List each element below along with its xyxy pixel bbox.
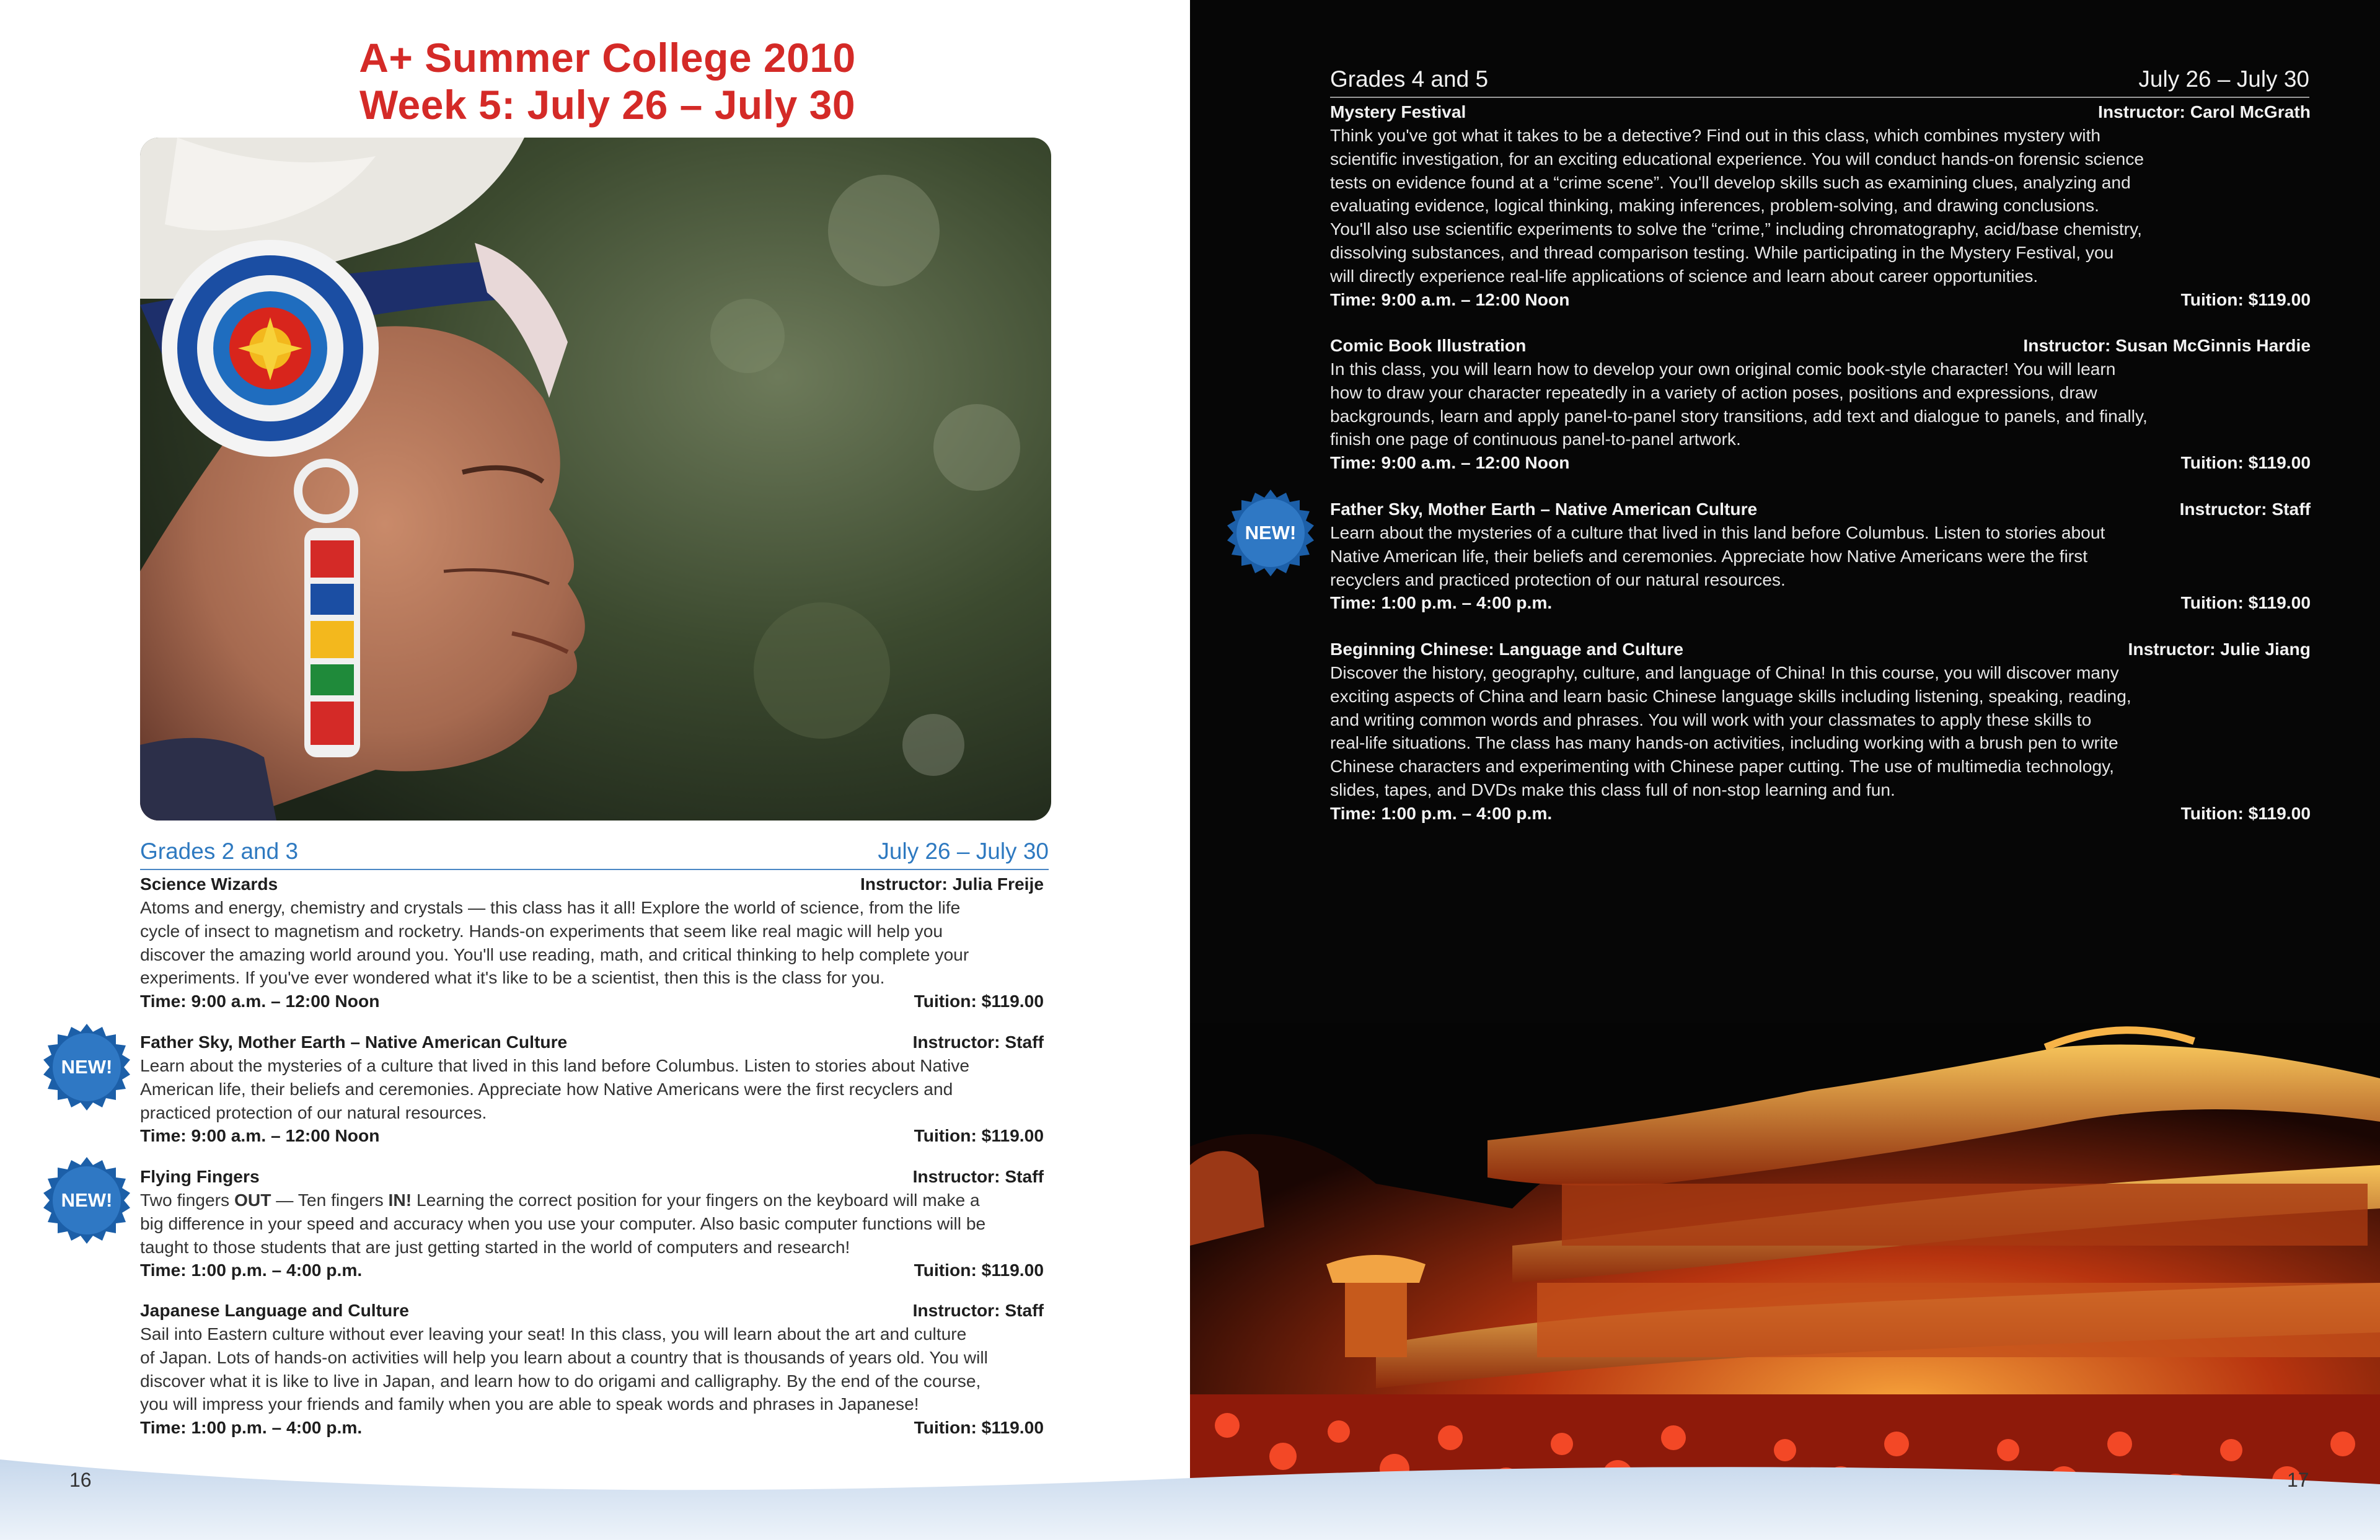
course-instructor: Instructor: Staff bbox=[912, 1166, 1044, 1186]
course-time: Time: 9:00 a.m. – 12:00 Noon bbox=[140, 991, 380, 1011]
course-name: Beginning Chinese: Language and Culture bbox=[1330, 639, 1684, 659]
course-mystery-festival bbox=[1330, 100, 2311, 312]
native-american-headdress-photo bbox=[140, 138, 1051, 821]
description-line: Think you've got what it takes to be a detective? Find out in this class, which combines mystery with bbox=[1330, 125, 2101, 145]
description-line: discover what it is like to live in Japan, and learn how to do origami and calligraphy. By the end of the course, bbox=[140, 1370, 981, 1391]
page-number-right: 17 bbox=[2287, 1469, 2309, 1491]
description-line: backgrounds, learn and apply panel-to-panel story transitions, add text and dialogue to panels, and finally, bbox=[1330, 405, 2148, 426]
course-science-wizards bbox=[140, 873, 1044, 1013]
new-badge-icon bbox=[1227, 490, 1314, 576]
course-description bbox=[140, 896, 1044, 990]
grades-label: Grades 4 and 5 bbox=[1330, 66, 1489, 92]
course-flying-fingers bbox=[140, 1165, 1044, 1282]
course-instructor: Instructor: Staff bbox=[2179, 499, 2311, 519]
description-line: how to draw your character repeatedly in a variety of action poses, positions and expressions, draw bbox=[1330, 382, 2097, 402]
course-name: Mystery Festival bbox=[1330, 102, 1466, 121]
course-instructor: Instructor: Staff bbox=[912, 1032, 1044, 1052]
description-line: will directly experience real-life applications of science and learn about career opportunities. bbox=[1330, 265, 2038, 286]
course-description bbox=[1330, 521, 2311, 591]
course-tuition: Tuition: $119.00 bbox=[914, 1417, 1044, 1438]
badge-label: NEW! bbox=[61, 1056, 113, 1078]
course-time: Time: 9:00 a.m. – 12:00 Noon bbox=[140, 1125, 380, 1146]
course-description bbox=[1330, 124, 2311, 288]
course-time: Time: 1:00 p.m. – 4:00 p.m. bbox=[1330, 803, 1553, 823]
dates-label: July 26 – July 30 bbox=[2138, 66, 2309, 92]
course-time: Time: 1:00 p.m. – 4:00 p.m. bbox=[1330, 592, 1553, 613]
course-instructor: Instructor: Julia Freije bbox=[860, 874, 1044, 894]
course-name: Japanese Language and Culture bbox=[140, 1300, 409, 1320]
description-line: Native American life, their beliefs and ceremonies. Appreciate how Native Americans were the first bbox=[1330, 545, 2088, 566]
text-run: Learning the correct position for your fingers on the keyboard will make a bbox=[412, 1190, 980, 1210]
description-line: cycle of insect to magnetism and rocketry. Hands-on experiments that seem like real magic will help you bbox=[140, 920, 943, 941]
description-line: and writing common words and phrases. You will work with your classmates to apply these skills to bbox=[1330, 709, 2092, 729]
course-tuition: Tuition: $119.00 bbox=[2180, 592, 2311, 613]
course-time: Time: 1:00 p.m. – 4:00 p.m. bbox=[140, 1417, 363, 1438]
new-badge-icon bbox=[43, 1024, 130, 1111]
description-line: You'll also use scientific experiments to solve the “crime,” including chromatography, acid/base chemistry, bbox=[1330, 219, 2142, 239]
course-description bbox=[1330, 358, 2311, 451]
course-description bbox=[140, 1322, 1044, 1416]
description-line: of Japan. Lots of hands-on activities will help you learn about a country that is thousands of years old. You will bbox=[140, 1347, 988, 1367]
text-run: — Ten fingers bbox=[271, 1190, 389, 1210]
course-tuition: Tuition: $119.00 bbox=[914, 1125, 1044, 1146]
dates-label: July 26 – July 30 bbox=[878, 838, 1049, 864]
course-tuition: Tuition: $119.00 bbox=[2180, 803, 2311, 823]
description-line: Learn about the mysteries of a culture that lived in this land before Columbus. Listen to stories about Native bbox=[140, 1055, 970, 1075]
course-father-sky bbox=[1330, 498, 2311, 615]
description-line: slides, tapes, and DVDs make this class full of non-stop learning and fun. bbox=[1330, 779, 1895, 799]
course-name: Science Wizards bbox=[140, 874, 278, 894]
description-line: taught to those students that are just getting started in the world of computers and research! bbox=[140, 1236, 850, 1257]
description-line bbox=[140, 1189, 1044, 1212]
course-time: Time: 9:00 a.m. – 12:00 Noon bbox=[1330, 289, 1570, 309]
description-line: Discover the history, geography, culture, and language of China! In this course, you will discover many bbox=[1330, 662, 2119, 682]
course-instructor: Instructor: Carol McGrath bbox=[2098, 102, 2311, 121]
bottom-wave-decoration bbox=[0, 1404, 2380, 1540]
description-line: dissolving substances, and thread comparison testing. While participating in the Mystery Festival, you bbox=[1330, 242, 2114, 262]
course-time: Time: 1:00 p.m. – 4:00 p.m. bbox=[140, 1260, 363, 1280]
description-line: real-life situations. The class has many hands-on activities, including working with a brush pen to write bbox=[1330, 733, 2118, 753]
right-page bbox=[1190, 0, 2380, 1540]
course-name: Father Sky, Mother Earth – Native American Culture bbox=[1330, 499, 1758, 519]
course-tuition: Tuition: $119.00 bbox=[2180, 289, 2311, 309]
text-run-bold: OUT bbox=[234, 1190, 271, 1210]
description-line: In this class, you will learn how to develop your own original comic book-style character! You will learn bbox=[1330, 359, 2116, 379]
page-title bbox=[223, 34, 992, 128]
course-beginning-chinese bbox=[1330, 638, 2311, 825]
description-line: American life, their beliefs and ceremonies. Appreciate how Native Americans were the first recyclers and bbox=[140, 1078, 953, 1099]
title-line-1: A+ Summer College 2010 bbox=[359, 35, 856, 81]
course-description bbox=[140, 1054, 1044, 1124]
course-tuition: Tuition: $119.00 bbox=[914, 991, 1044, 1011]
course-father-sky bbox=[140, 1031, 1044, 1148]
description-line: exciting aspects of China and learn basic Chinese language skills including listening, speaking, reading, bbox=[1330, 685, 2131, 706]
headdress-illustration bbox=[140, 138, 1051, 821]
description-line: finish one page of continuous panel-to-panel artwork. bbox=[1330, 429, 1741, 449]
course-instructor: Instructor: Susan McGinnis Hardie bbox=[2023, 335, 2311, 355]
text-run: Two fingers bbox=[140, 1190, 234, 1210]
course-description bbox=[140, 1189, 1044, 1259]
description-line: practiced protection of our natural resources. bbox=[140, 1102, 487, 1122]
badge-label: NEW! bbox=[61, 1189, 113, 1211]
badge-label: NEW! bbox=[1245, 522, 1297, 543]
description-line: recyclers and practiced protection of our natural resources. bbox=[1330, 569, 1786, 589]
course-time: Time: 9:00 a.m. – 12:00 Noon bbox=[1330, 452, 1570, 473]
course-tuition: Tuition: $119.00 bbox=[2180, 452, 2311, 473]
course-name: Father Sky, Mother Earth – Native American Culture bbox=[140, 1032, 568, 1052]
course-instructor: Instructor: Staff bbox=[912, 1300, 1044, 1320]
description-line: you will impress your friends and family when you are able to speak words and phrases in Japanese! bbox=[140, 1394, 919, 1414]
grades-2-3-header bbox=[140, 838, 1049, 870]
description-line: big difference in your speed and accuracy when you use your computer. Also basic computer functions will be bbox=[140, 1213, 986, 1233]
title-line-2: Week 5: July 26 – July 30 bbox=[359, 82, 856, 128]
course-description bbox=[1330, 661, 2311, 802]
course-tuition: Tuition: $119.00 bbox=[914, 1260, 1044, 1280]
description-line: Chinese characters and experimenting with Chinese paper cutting. The use of multimedia technology, bbox=[1330, 756, 2114, 777]
course-name: Flying Fingers bbox=[140, 1166, 260, 1186]
description-line: experiments. If you've ever wondered what it's like to be a scientist, then this is the class for you. bbox=[140, 967, 885, 988]
description-line: tests on evidence found at a “crime scene”. You'll develop skills such as examining clues, analyzing and bbox=[1330, 172, 2131, 192]
new-badge-icon bbox=[43, 1157, 130, 1244]
course-instructor: Instructor: Julie Jiang bbox=[2128, 639, 2311, 659]
course-name: Comic Book Illustration bbox=[1330, 335, 1527, 355]
description-line: discover the amazing world around you. You'll use reading, math, and critical thinking to help complete your bbox=[140, 944, 969, 964]
description-line: Atoms and energy, chemistry and crystals — this class has it all! Explore the world of science, from the life bbox=[140, 897, 961, 917]
description-line: Learn about the mysteries of a culture that lived in this land before Columbus. Listen to stories about bbox=[1330, 522, 2105, 542]
course-comic-book bbox=[1330, 334, 2311, 475]
description-line: Sail into Eastern culture without ever leaving your seat! In this class, you will learn about the art and culture bbox=[140, 1324, 967, 1344]
page-number-left: 16 bbox=[69, 1469, 92, 1491]
text-run-bold: IN! bbox=[388, 1190, 412, 1210]
grades-label: Grades 2 and 3 bbox=[140, 838, 299, 864]
description-line: scientific investigation, for an exciting educational experience. You will conduct hands-on forensic science bbox=[1330, 148, 2144, 169]
description-line: evaluating evidence, logical thinking, making inferences, problem-solving, and drawing conclusions. bbox=[1330, 195, 2099, 216]
grades-4-5-header bbox=[1330, 66, 2309, 98]
